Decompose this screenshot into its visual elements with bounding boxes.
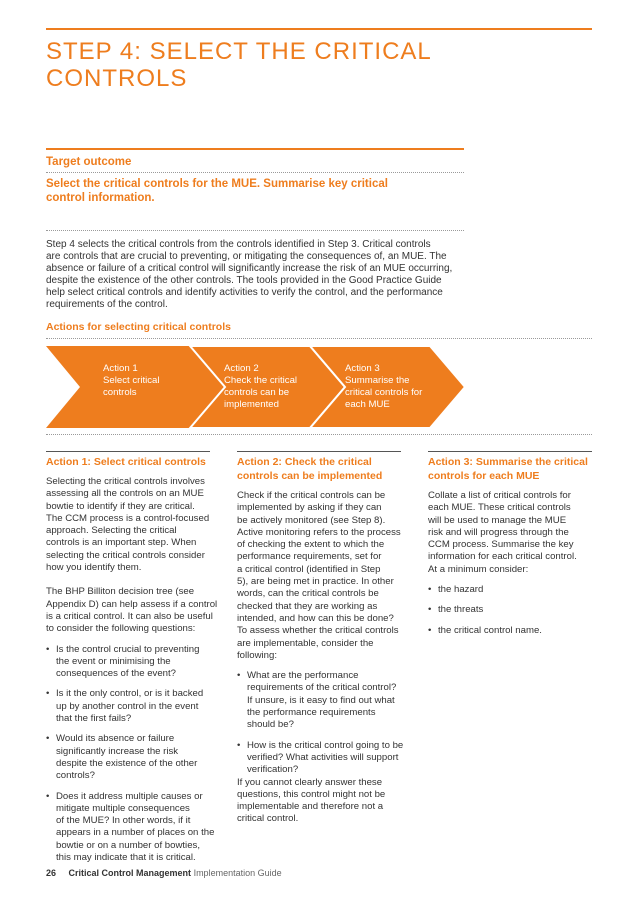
- col3-p1-line: will be used to manage the MUE: [428, 514, 567, 526]
- bullet-line: should be?: [247, 719, 294, 731]
- action-1-column: [46, 455, 218, 872]
- target-outcome-top-rule: [46, 148, 464, 150]
- page-footer: [46, 868, 282, 879]
- bullet-line: the threats: [438, 604, 484, 616]
- chevron-3-line: Summarise the: [345, 375, 410, 386]
- chevron-2-line: Check the critical: [224, 375, 298, 386]
- chevron-1-line: controls: [103, 387, 137, 398]
- col1-p2-line: The BHP Billiton decision tree (see: [46, 586, 195, 598]
- col2-p1-line: of checking the extent to which the: [237, 539, 385, 551]
- intro-line: requirements of the control.: [46, 299, 168, 310]
- col3-top-rule: [428, 451, 592, 452]
- col2-p1-line: words, can the critical controls be: [237, 588, 379, 600]
- col2-paragraph-1: [237, 490, 413, 662]
- bullet-line: the event or minimising the: [56, 655, 171, 667]
- bullet-line: Does it address multiple causes or: [56, 790, 203, 802]
- top-rule: [46, 28, 592, 30]
- col3-p1-line: At a minimum consider:: [428, 563, 529, 575]
- bullet-line: mitigate multiple consequences: [56, 802, 190, 814]
- chevron-1-line: Select critical: [103, 375, 160, 386]
- chevron-2-text: [224, 363, 320, 411]
- col2-p2-line: questions, this control might not be: [237, 788, 386, 800]
- col2-bullet: [237, 740, 413, 777]
- col1-p1-line: controls is an important step. When: [46, 537, 197, 549]
- col2-p1-line: a critical control (identified in Step: [237, 563, 381, 575]
- action-3-column: [428, 455, 600, 645]
- intro-paragraph: [46, 239, 466, 311]
- col3-p1-line: Collate a list of critical controls for: [428, 490, 571, 501]
- col2-p1-line: Check if the critical controls can be: [237, 490, 386, 501]
- chevrons-bottom-divider: [46, 434, 592, 435]
- col2-heading-line: controls can be implemented: [237, 470, 383, 482]
- col1-p1-line: The CCM process is a control-focused: [46, 512, 210, 524]
- bullet-line: up by another control in the event: [56, 700, 199, 712]
- col1-p1-line: assessing all the controls on an MUE: [46, 488, 204, 500]
- bullet-line: despite the existence of the other: [56, 757, 198, 769]
- footer-doc-title: Critical Control Management: [68, 868, 192, 878]
- col3-p1-line: each MUE. These critical controls: [428, 502, 571, 514]
- col2-paragraph-2: [237, 777, 413, 826]
- target-outcome-text: [46, 177, 466, 205]
- col2-heading-line: Action 2: Check the critical: [237, 456, 372, 468]
- bullet-line: that the first fails?: [56, 713, 132, 725]
- col1-heading-line: Action 1: Select critical controls: [46, 456, 206, 468]
- bullet-line: the performance requirements: [247, 707, 376, 719]
- actions-divider: [46, 338, 592, 339]
- col2-p1-line: be actively monitored (see Step 8).: [237, 514, 386, 526]
- bullet-line: this may indicate that it is critical.: [56, 852, 196, 864]
- intro-line: help select critical controls and identify activities to verify the control, and the performance: [46, 287, 443, 298]
- target-outcome-bottom-divider: [46, 230, 464, 231]
- col1-p2-line: is a critical control. It can also be useful: [46, 610, 213, 622]
- col1-p1-line: how you identify them.: [46, 562, 142, 574]
- bullet-line: What are the performance: [247, 670, 359, 682]
- bullet-line: consequences of the event?: [56, 668, 177, 680]
- bullet-line: the hazard: [438, 584, 484, 596]
- col1-bullet: [46, 644, 218, 681]
- footer-doc-subtitle: Implementation Guide: [193, 868, 282, 878]
- col1-bullet: [46, 733, 218, 782]
- col3-p1-line: CCM process. Summarise the key: [428, 539, 574, 551]
- col2-top-rule: [237, 451, 401, 452]
- bullet-line: If unsure, is it easy to find out what: [247, 694, 395, 706]
- actions-heading: Actions for selecting critical controls: [46, 321, 231, 333]
- col2-p1-line: intended, and how can this be done?: [237, 612, 394, 624]
- col3-p1-line: risk and will progress through the: [428, 526, 569, 538]
- col2-bullet-list: [237, 670, 413, 776]
- page-number: 26: [46, 868, 57, 878]
- col1-p1-line: Selecting the critical controls involves: [46, 476, 205, 487]
- col2-p1-line: checked that they are working as: [237, 600, 378, 612]
- col3-heading-line: controls for each MUE: [428, 470, 540, 482]
- bullet-line: significantly increase the risk: [56, 745, 179, 757]
- bullet-line: verification?: [247, 764, 299, 776]
- action-2-column: [237, 455, 413, 826]
- chevron-3-line: Action 3: [345, 363, 380, 374]
- col3-bullet-list: [428, 584, 600, 637]
- col3-p1-line: information for each critical control.: [428, 551, 577, 563]
- chevron-2-line: Action 2: [224, 363, 259, 374]
- col3-heading-line: Action 3: Summarise the critical: [428, 456, 588, 468]
- col1-p1-line: bowtie to identify if they are critical.: [46, 500, 195, 512]
- col1-heading: [46, 455, 218, 469]
- title-line-1: STEP 4: SELECT THE CRITICAL: [46, 38, 432, 65]
- chevron-3-line: critical controls for: [345, 387, 423, 398]
- col3-bullet: [428, 625, 600, 637]
- col1-p1-line: selecting the critical controls consider: [46, 549, 205, 561]
- intro-line: despite the existence of the other controls. The tools provided in the Good Practice Guide: [46, 275, 442, 286]
- bullet-line: requirements of the critical control?: [247, 682, 397, 694]
- col2-p2-line: implementable and therefore not a: [237, 801, 384, 813]
- col1-p2-line: Appendix D) can help assess if a control: [46, 598, 218, 610]
- col2-p2-line: critical control.: [237, 813, 299, 825]
- col1-bullet: [46, 791, 218, 865]
- col2-p2-line: If you cannot clearly answer these: [237, 776, 383, 788]
- chevron-3-line: each MUE: [345, 399, 390, 410]
- target-outcome-line-1: Select the critical controls for the MUE. Summarise key critical: [46, 178, 388, 190]
- col3-bullet: [428, 604, 600, 616]
- chevron-3-text: [345, 363, 445, 411]
- col2-p1-line: To assess whether the critical controls: [237, 625, 399, 637]
- col1-paragraph-2: [46, 586, 218, 635]
- bullet-line: Is it the only control, or is it backed: [56, 688, 204, 700]
- page-title: [46, 38, 606, 92]
- col2-p1-line: 5), are being met in practice. In other: [237, 576, 394, 588]
- col2-p1-line: implemented by asking if they can: [237, 502, 382, 514]
- col2-heading: [237, 455, 413, 483]
- col1-p1-line: approach. Selecting the critical: [46, 525, 177, 537]
- col2-p1-line: are implementable, consider the: [237, 637, 374, 649]
- bullet-line: Is the control crucial to preventing: [56, 643, 200, 655]
- col1-bullet: [46, 688, 218, 725]
- chevron-2-line: implemented: [224, 399, 279, 410]
- intro-line: Step 4 selects the critical controls from the controls identified in Step 3. Critical controls: [46, 239, 431, 250]
- bullet-line: appears in a number of places on the: [56, 827, 215, 839]
- col1-p2-line: to consider the following questions:: [46, 623, 196, 635]
- chevron-1-line: Action 1: [103, 363, 138, 374]
- bullet-line: verified? What activities will support: [247, 751, 399, 763]
- bullet-line: the critical control name.: [438, 624, 542, 636]
- col2-p1-line: performance requirements, set for: [237, 551, 382, 563]
- col3-paragraph-1: [428, 490, 600, 576]
- target-outcome-divider: [46, 172, 464, 173]
- chevron-2-line: controls can be: [224, 387, 290, 398]
- col2-p1-line: Active monitoring refers to the process: [237, 526, 401, 538]
- chevron-1-text: [103, 363, 193, 399]
- title-line-2: CONTROLS: [46, 65, 188, 92]
- target-outcome-line-2: control information.: [46, 192, 155, 204]
- col1-top-rule: [46, 451, 210, 452]
- col2-bullet: [237, 670, 413, 731]
- bullet-line: controls?: [56, 770, 95, 782]
- col1-bullet-list: [46, 644, 218, 865]
- bullet-line: How is the critical control going to be: [247, 739, 404, 751]
- intro-line: absence or failure of a critical control will significantly increase the risk of an MUE occurring,: [46, 263, 453, 274]
- col3-bullet: [428, 584, 600, 596]
- bullet-line: of the MUE? In other words, if it: [56, 815, 191, 827]
- col3-heading: [428, 455, 600, 483]
- intro-line: are controls that are crucial to preventing, or mitigating the consequences of, an MUE. The: [46, 251, 447, 262]
- bullet-line: Would its absence or failure: [56, 733, 175, 745]
- col1-paragraph-1: [46, 476, 218, 574]
- target-outcome-label: Target outcome: [46, 156, 132, 168]
- col2-p1-line: following:: [237, 649, 277, 661]
- bullet-line: bowtie or on a number of bowties,: [56, 839, 200, 851]
